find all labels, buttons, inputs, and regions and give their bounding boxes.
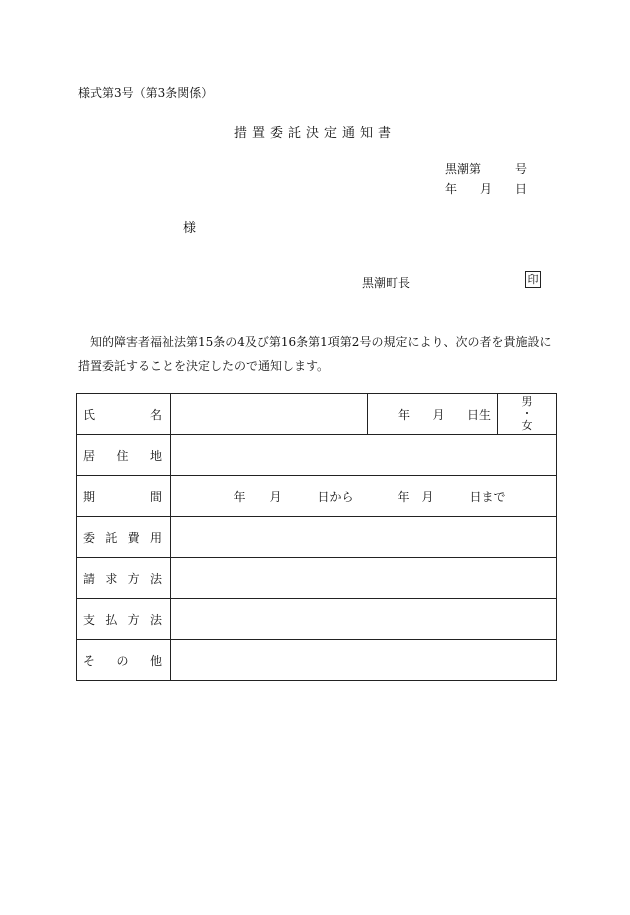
birthdate-field[interactable] [368,394,498,434]
commission-fee-field[interactable] [171,517,557,558]
sex-male-label: 男 [521,395,533,408]
doc-number-suffix: 号 [515,162,528,176]
date-day-label: 日 [515,182,528,196]
dob-year-label: 年 [398,407,411,422]
row-label-period: 期間 [77,476,171,517]
payment-method-field[interactable] [171,599,557,640]
notice-body-text: 知的障害者福祉法第15条の4及び第16条第1項第2号の規定により、次の者を貴施設に措置委託することを決定したので通知します。 [78,335,552,373]
table-row [77,640,557,681]
dob-day-label: 日生 [466,407,491,422]
table-row [77,394,557,435]
row-label-commission-fee: 委託費用 [77,517,171,558]
sex-female-label: 女 [521,419,533,432]
sex-field[interactable] [498,396,556,432]
residence-field[interactable] [171,435,557,476]
row-label-name: 氏名 [77,394,171,435]
sender-title: 黒潮町長 [362,276,411,290]
document-title: 措置委託決定通知書 [233,126,396,141]
period-from-day: 日から [317,489,354,504]
period-from-month: 月 [269,489,282,504]
sex-separator: ・ [521,407,533,420]
dob-month-label: 月 [432,407,445,422]
name-cell [171,394,557,435]
doc-number-prefix: 黒潮第 [445,162,482,176]
table-row [77,435,557,476]
row-label-other: その他 [77,640,171,681]
recipient-honorific: 様 [183,221,197,236]
table-row [77,476,557,517]
period-to-month: 月 [421,489,434,504]
details-table [76,393,557,681]
form-number: 様式第3号（第3条関係） [78,86,214,100]
seal-mark: 印 [525,271,541,288]
row-label-residence: 居住地 [77,435,171,476]
table-row [77,517,557,558]
row-label-payment-method: 支払方法 [77,599,171,640]
date-year-label: 年 [445,182,458,196]
table-row [77,599,557,640]
other-field[interactable] [171,640,557,681]
period-field[interactable] [171,476,557,517]
row-label-billing-method: 請求方法 [77,558,171,599]
period-from-year: 年 [233,489,246,504]
period-to-day: 日まで [469,489,506,504]
date-month-label: 月 [480,182,493,196]
billing-method-field[interactable] [171,558,557,599]
name-field[interactable] [171,394,368,434]
table-row [77,558,557,599]
period-to-year: 年 [397,489,410,504]
